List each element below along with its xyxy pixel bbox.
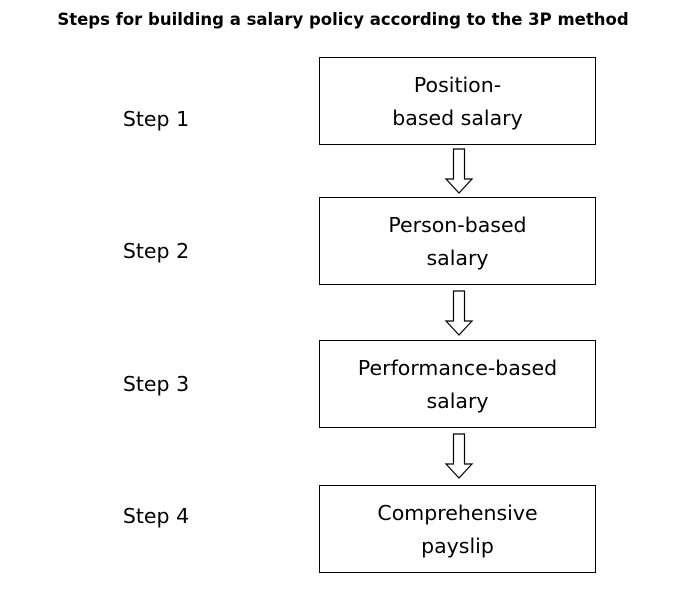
step-3-box xyxy=(319,340,596,428)
step-3-label: Step 3 xyxy=(122,372,190,396)
step-3-box-line-1: Performance-based xyxy=(357,355,558,380)
step-4-box xyxy=(319,485,596,573)
step-2-box-line-1: Person-based xyxy=(388,212,527,237)
step-4-label: Step 4 xyxy=(122,504,190,528)
step-4-box-line-1: Comprehensive xyxy=(377,500,538,525)
step-1-box-line-2: based salary xyxy=(392,105,523,130)
step-1-box-line-1: Position- xyxy=(413,72,502,97)
step-2-label: Step 2 xyxy=(122,239,190,263)
step-1-label: Step 1 xyxy=(122,107,190,131)
diagram-title: Steps for building a salary policy according to the 3P method xyxy=(57,10,629,29)
hollow-down-arrow-icon xyxy=(444,433,474,479)
hollow-down-arrow-icon xyxy=(444,148,474,194)
step-2-box-line-2: salary xyxy=(426,245,489,270)
step-3-box-line-2: salary xyxy=(426,388,489,413)
step-2-box xyxy=(319,197,596,285)
hollow-down-arrow-icon xyxy=(444,290,474,336)
step-4-box-line-2: payslip xyxy=(421,533,494,558)
step-1-box xyxy=(319,57,596,145)
